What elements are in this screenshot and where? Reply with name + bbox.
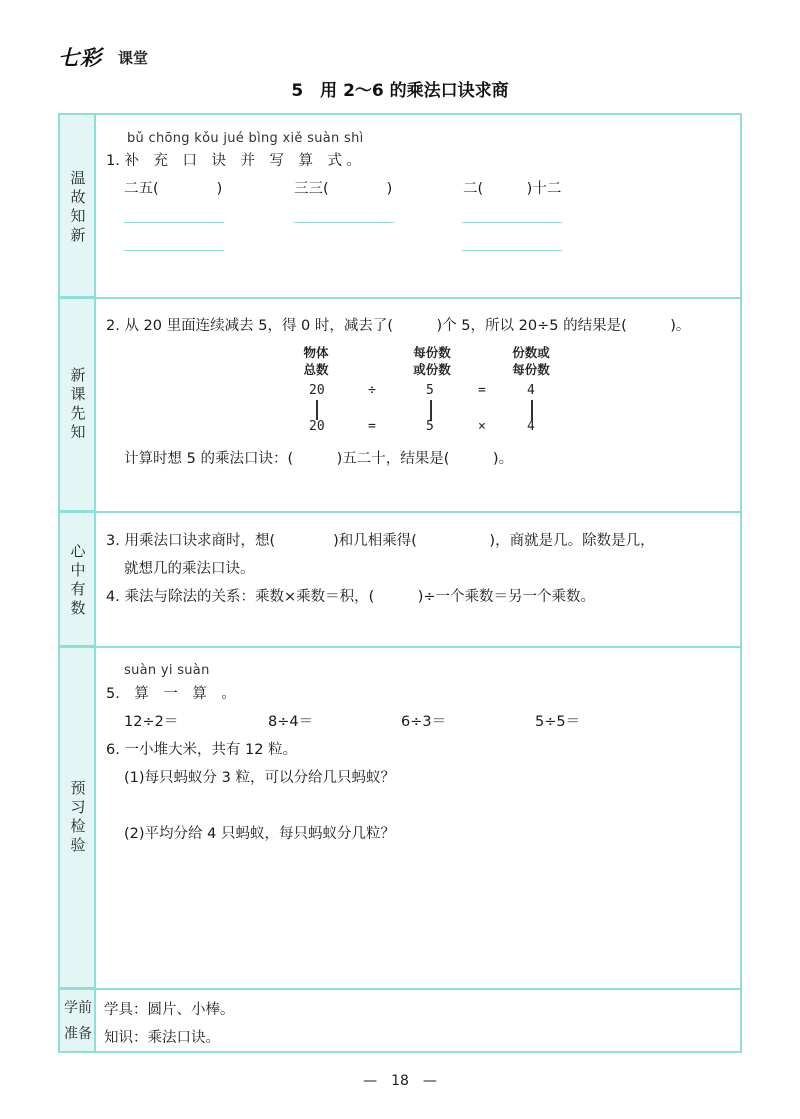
section-review-sidebar (60, 115, 96, 298)
q4-text: 4. 乘法与除法的关系：乘数×乘数＝积，( )÷一个乘数＝另一个乘数。 (106, 589, 596, 605)
q1-item-2: 三三( ) (294, 181, 393, 197)
prep-knowledge: 知识：乘法口诀。 (104, 1030, 220, 1046)
section-new-lesson-sidebar (60, 298, 96, 512)
diagram-r2-per: 5 (426, 419, 434, 434)
q6-text: 6. 一小堆大米，共有 12 粒。 (106, 742, 298, 758)
answer-line[interactable] (124, 222, 224, 223)
q5-item-3: 6÷3＝ (401, 714, 447, 730)
answer-line[interactable] (462, 222, 562, 223)
section-divider (60, 646, 740, 648)
section-prep-sidebar (60, 989, 96, 1051)
section-prep-label: 学前 准备 (64, 1000, 92, 1042)
q5-item-1: 12÷2＝ (124, 714, 179, 730)
answer-line[interactable] (124, 250, 224, 251)
diagram-r1-op: ÷ (368, 383, 376, 398)
section-key-points-sidebar (60, 512, 96, 647)
q3-line-1: 3. 用乘法口诀求商时，想( )和几相乘得( )，商就是几。除数是几， (106, 533, 655, 549)
brand-logo-sub: 课堂 (118, 49, 149, 67)
worksheet-frame (58, 113, 742, 1053)
answer-line[interactable] (462, 250, 562, 251)
section-divider (60, 511, 740, 513)
q1-item-3: 二( )十二 (463, 181, 562, 197)
q1-item-1: 二五( ) (124, 181, 223, 197)
section-review-label: 温 故 知 新 (70, 169, 86, 244)
page-number: — 18 — (363, 1073, 437, 1089)
q5-item-4: 5÷5＝ (535, 714, 581, 730)
q3-line-2: 就想几的乘法口诀。 (124, 561, 255, 577)
section-preview-label: 预 习 检 验 (70, 779, 86, 854)
q5-pinyin: suàn yi suàn (124, 663, 210, 678)
diagram-connector (430, 400, 432, 420)
q6-sub-1: (1)每只蚂蚁分 3 粒，可以分给几只蚂蚁？ (124, 770, 395, 786)
diagram-r1-total: 20 (309, 383, 325, 398)
diagram-r1-per: 5 (426, 383, 434, 398)
diagram-connector (316, 400, 318, 420)
q2-text: 2. 从 20 里面连续减去 5，得 0 时，减去了( )个 5，所以 20÷5 的结果是( )。 (106, 318, 691, 334)
diagram-r2-op: = (368, 419, 376, 434)
q5-text: 5. 算 一 算 。 (106, 686, 236, 702)
diagram-r2-total: 20 (309, 419, 325, 434)
diagram-label-total: 物体 总数 (303, 345, 329, 377)
diagram-label-shares: 份数或 每份数 (512, 345, 550, 377)
diagram-label-per-share: 每份数 或份数 (413, 345, 451, 377)
section-key-points-label: 心 中 有 数 (70, 542, 86, 617)
q6-sub-2: (2)平均分给 4 只蚂蚁，每只蚂蚁分几粒？ (124, 826, 395, 842)
diagram-r1-res: 4 (527, 383, 535, 398)
prep-tools: 学具：圆片、小棒。 (104, 1002, 235, 1018)
diagram-r2-mul: × (478, 419, 486, 434)
answer-line[interactable] (294, 222, 394, 223)
section-preview-sidebar (60, 647, 96, 989)
q1-pinyin: bǔ chōng kǒu jué bìng xiě suàn shì (127, 131, 364, 146)
q2-think-text: 计算时想 5 的乘法口诀：( )五二十，结果是( )。 (124, 451, 514, 467)
section-divider (60, 988, 740, 990)
section-divider (60, 297, 740, 299)
brand-logo: 七彩 (58, 45, 102, 70)
page-title: 5 用 2～6 的乘法口诀求商 (291, 81, 509, 101)
diagram-connector (531, 400, 533, 420)
diagram-r1-eq: = (478, 383, 486, 398)
diagram-r2-res: 4 (527, 419, 535, 434)
section-new-lesson-label: 新 课 先 知 (70, 366, 86, 441)
q5-item-2: 8÷4＝ (268, 714, 314, 730)
q1-text: 1. 补 充 口 诀 并 写 算 式 。 (106, 153, 362, 169)
